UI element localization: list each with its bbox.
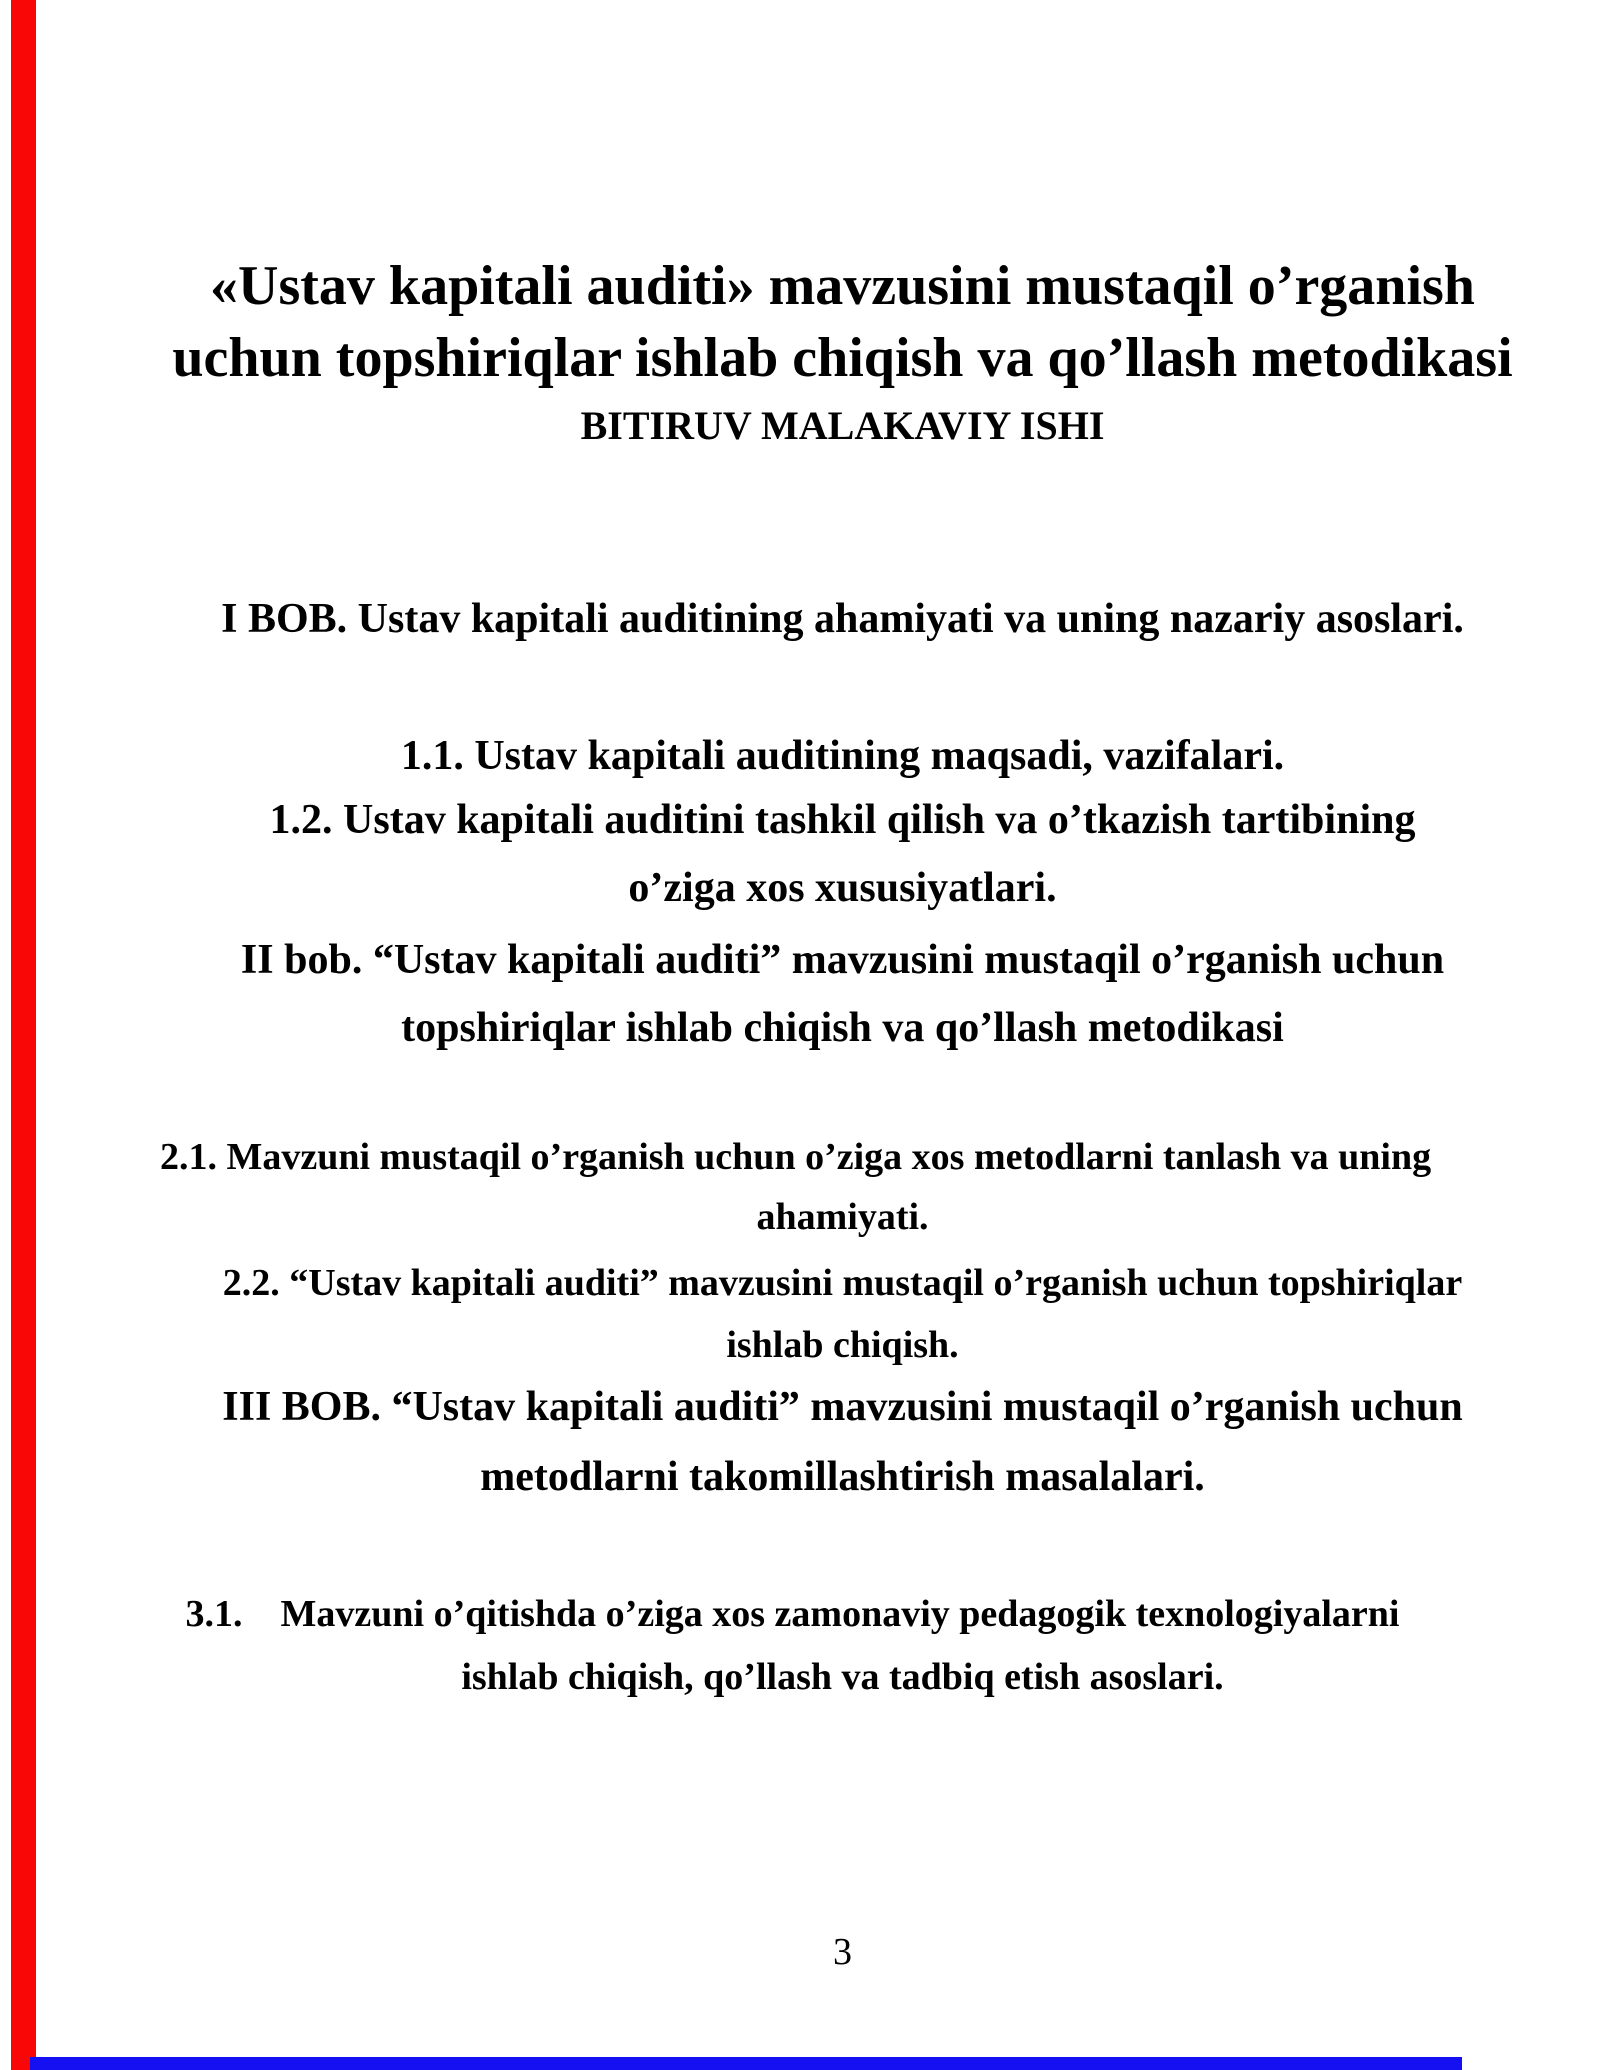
section-3-1-line-1-text: Mavzuni o’qitishda o’ziga xos zamonaviy pedagogik texnologiyalarni bbox=[280, 1593, 1400, 1635]
scan-edge-left-bar bbox=[11, 0, 36, 2070]
section-3-1-number: 3.1. bbox=[185, 1593, 243, 1635]
section-2-1-heading bbox=[160, 1127, 1525, 1247]
document-subtitle-text: BITIRUV MALAKAVIY ISHI bbox=[580, 403, 1105, 448]
chapter-3-heading bbox=[160, 1372, 1525, 1512]
chapter-2-line-1: II bob. “Ustav kapitali auditi” mavzusini mustaqil o’rganish uchun bbox=[240, 937, 1445, 983]
section-2-1-line-2: ahamiyati. bbox=[756, 1196, 929, 1238]
chapter-2-heading bbox=[160, 926, 1525, 1062]
section-1-1-heading bbox=[160, 722, 1525, 790]
section-2-1-line-1: 2.1. Mavzuni mustaqil o’rganish uchun o’ziga xos metodlarni tanlash va uning bbox=[160, 1136, 1432, 1178]
text-column bbox=[160, 0, 1525, 2070]
document-title-line-1: «Ustav kapitali auditi» mavzusini mustaqil o’rganish bbox=[210, 255, 1475, 317]
chapter-3-line-2: metodlarni takomillashtirish masalalari. bbox=[480, 1454, 1205, 1500]
chapter-1-heading bbox=[160, 585, 1525, 653]
page-number-text: 3 bbox=[833, 1931, 852, 1973]
section-2-2-line-1: 2.2. “Ustav kapitali auditi” mavzusini mustaqil o’rganish uchun topshiriqlar bbox=[222, 1262, 1463, 1304]
chapter-3-line-1: III BOB. “Ustav kapitali auditi” mavzusini mustaqil o’rganish uchun bbox=[222, 1384, 1463, 1430]
section-1-2-line-2: o’ziga xos xususiyatlari. bbox=[628, 865, 1057, 911]
chapter-1-heading-text: I BOB. Ustav kapitali auditining ahamiyati va uning nazariy asoslari. bbox=[221, 596, 1464, 642]
chapter-2-line-2: topshiriqlar ishlab chiqish va qo’llash metodikasi bbox=[401, 1005, 1284, 1051]
document-subtitle bbox=[160, 397, 1525, 455]
page-number bbox=[160, 1930, 1525, 1974]
section-3-1-line-1 bbox=[160, 1583, 1525, 1646]
document-title bbox=[160, 250, 1525, 394]
section-2-2-heading bbox=[160, 1252, 1525, 1376]
section-3-1-line-2: ishlab chiqish, qo’llash va tadbiq etish asoslari. bbox=[461, 1656, 1224, 1698]
document-title-line-2: uchun topshiriqlar ishlab chiqish va qo’llash metodikasi bbox=[172, 327, 1513, 389]
section-1-2-heading bbox=[160, 786, 1525, 922]
section-2-2-line-2: ishlab chiqish. bbox=[726, 1324, 959, 1366]
section-1-1-text: 1.1. Ustav kapitali auditining maqsadi, vazifalari. bbox=[400, 733, 1285, 779]
section-3-1-heading bbox=[160, 1583, 1525, 1709]
section-1-2-line-1: 1.2. Ustav kapitali auditini tashkil qilish va o’tkazish tartibining bbox=[269, 797, 1416, 843]
